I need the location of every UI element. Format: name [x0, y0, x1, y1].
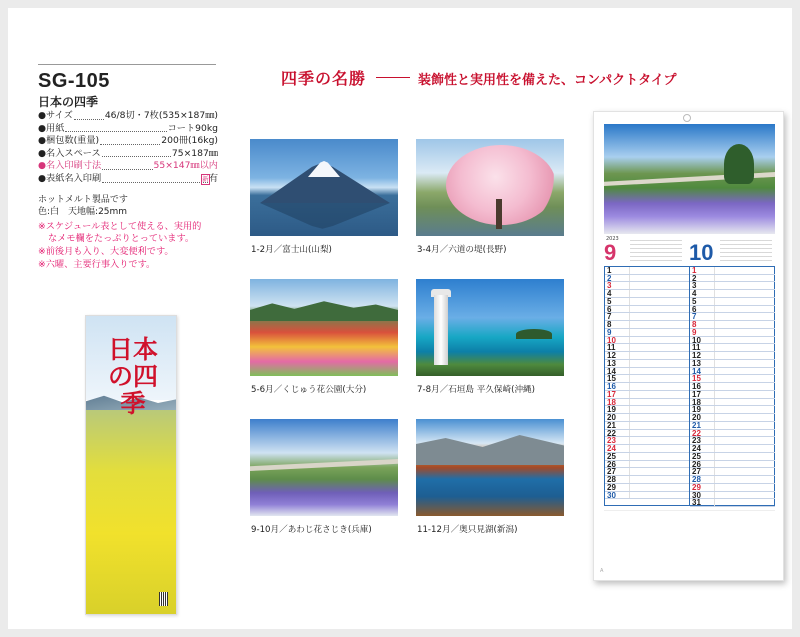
leader-dots: [102, 148, 171, 158]
day-number: 19: [692, 405, 701, 415]
calendar-day: [605, 360, 689, 368]
cover-rapeseed-field: [86, 410, 176, 615]
memo-line: [629, 453, 630, 460]
calendar-day: [605, 321, 689, 329]
day-number: 24: [692, 444, 701, 454]
calendar-day: [690, 391, 775, 399]
day-number: 17: [692, 389, 701, 399]
calendar-day: [605, 344, 689, 352]
memo-line: [629, 430, 630, 437]
top-divider: [38, 64, 216, 65]
calendar-day: [605, 422, 689, 430]
leader-dots: [74, 110, 104, 120]
memo-line: [714, 360, 715, 367]
memo-line: [714, 468, 715, 475]
calendar-header: [604, 236, 775, 266]
day-number: 20: [692, 413, 701, 423]
memo-line: [714, 306, 715, 313]
memo-line: [629, 344, 630, 351]
day-number: 8: [692, 320, 697, 330]
day-number: 16: [692, 382, 701, 392]
photo-lake-autumn: [416, 419, 564, 516]
spec-row: [38, 148, 218, 161]
calendar-day: [690, 337, 775, 345]
hill-shape: [250, 299, 398, 321]
spec-value: 55×147㎜以内: [153, 160, 218, 172]
day-number: 11: [607, 343, 616, 353]
memo-line: [714, 275, 715, 282]
memo-line: [629, 383, 630, 390]
day-number: 13: [607, 358, 616, 368]
day-number: 18: [607, 397, 616, 407]
spec-row: [38, 135, 218, 148]
memo-line: [629, 337, 630, 344]
photo-caption: 11-12月／奥只見湖(新潟): [417, 525, 518, 535]
calendar-day: [690, 275, 775, 283]
calendar-day: [690, 445, 775, 453]
memo-line: [629, 368, 630, 375]
day-number: 12: [607, 351, 616, 361]
memo-line: [629, 406, 630, 413]
photo-cherry-blossom: [416, 139, 564, 236]
memo-line: [714, 445, 715, 452]
memo-line: [629, 391, 630, 398]
notes: [38, 194, 218, 219]
month-column-right: [690, 266, 775, 508]
day-number: 4: [692, 289, 697, 299]
calendar-day: [605, 453, 689, 461]
page-heading: [281, 66, 676, 89]
memo-line: [714, 453, 715, 460]
page-mark: A: [600, 568, 604, 574]
memo-line: [629, 275, 630, 282]
calendar-day: [605, 275, 689, 283]
day-number: 26: [607, 459, 616, 469]
day-number: 22: [692, 428, 701, 438]
day-number: 17: [607, 389, 616, 399]
calendar-day: [690, 476, 775, 484]
mountain-shape: [416, 435, 564, 465]
day-number: 1: [692, 266, 697, 275]
day-number: 14: [607, 366, 616, 376]
calendar-day: [605, 445, 689, 453]
day-number: 22: [607, 428, 616, 438]
spec-value: コート90kg: [167, 122, 218, 134]
feature-list: [38, 221, 218, 272]
calendar-day: [690, 484, 775, 492]
memo-line: [714, 383, 715, 390]
day-number: 5: [607, 296, 612, 306]
spec-label: ●名入印刷寸法: [38, 160, 102, 172]
calendar-day: [605, 461, 689, 469]
day-number: 14: [692, 366, 701, 376]
day-number: 9: [692, 327, 697, 337]
memo-line: [629, 352, 630, 359]
spec-value: 46/8切・7枚(535×187㎜): [104, 110, 218, 121]
memo-line: [714, 267, 715, 274]
spec-label: ●梱包数(重量): [38, 135, 100, 147]
color-note: 色:白 天地幅:25mm: [38, 207, 128, 218]
day-number: 16: [607, 382, 616, 392]
memo-line: [629, 375, 630, 382]
day-number: 4: [607, 289, 612, 299]
feature-item: ※六曜、主要行事入りです。: [38, 258, 156, 270]
feature-item: ※スケジュール表として使える、実用的: [38, 220, 202, 232]
day-number: 29: [692, 482, 701, 492]
memo-line: [629, 399, 630, 406]
memo-line: [629, 306, 630, 313]
calendar-day: [690, 313, 775, 321]
day-number: 13: [692, 358, 701, 368]
month-left: 9: [604, 240, 617, 265]
memo-line: [629, 267, 630, 274]
day-number: 2: [692, 273, 697, 283]
memo-line: [629, 360, 630, 367]
cover-title: 日本の四季: [108, 335, 159, 418]
heading-subtitle: 装飾性と実用性を備えた、コンパクトタイプ: [418, 73, 677, 88]
calendar-day: [605, 329, 689, 337]
calendar-day: [690, 437, 775, 445]
calendar-day: [690, 344, 775, 352]
day-number: 11: [692, 343, 701, 353]
calendar-day: [690, 368, 775, 376]
memo-line: [629, 313, 630, 320]
feature-item: なメモ欄をたっぷりとっています。: [48, 233, 195, 245]
memo-line: [629, 445, 630, 452]
day-number: 23: [607, 436, 616, 446]
memo-line: [629, 437, 630, 444]
day-number: 28: [607, 475, 616, 485]
leader-dots: [102, 160, 152, 170]
catalog-page: [8, 8, 792, 629]
day-number: 25: [607, 451, 616, 461]
day-number: 26: [692, 459, 701, 469]
day-number: 8: [607, 320, 612, 330]
day-number: 15: [607, 374, 616, 384]
memo-line: [629, 476, 630, 483]
calendar-day: [690, 492, 775, 500]
day-number: 23: [692, 436, 701, 446]
calendar-day: [690, 406, 775, 414]
calendar-day: [605, 298, 689, 306]
spec-column: [38, 68, 218, 272]
calendar-day: [605, 352, 689, 360]
day-number: 15: [692, 374, 701, 384]
memo-line: [714, 476, 715, 483]
day-number: 31: [692, 498, 701, 508]
calendar-day: [605, 383, 689, 391]
path-shape: [250, 459, 398, 471]
day-number: 28: [692, 475, 701, 485]
spec-value: 200冊(16kg): [161, 135, 218, 147]
calendar-day: [605, 306, 689, 314]
calendar-day: [690, 306, 775, 314]
memo-line: [629, 282, 630, 289]
memo-line: [714, 391, 715, 398]
calendar-footer: [604, 510, 775, 576]
new-badge: 新: [202, 175, 209, 183]
memo-line: [714, 461, 715, 468]
spec-label: ●名入スペース: [38, 147, 101, 159]
memo-line: [714, 406, 715, 413]
memo-line: [714, 422, 715, 429]
calendar-photo: [604, 124, 775, 234]
memo-line: [714, 313, 715, 320]
memo-line: [714, 352, 715, 359]
day-number: 10: [692, 335, 701, 345]
lighthouse-shape: [434, 295, 448, 365]
calendar-day: [605, 368, 689, 376]
spec-value: 有: [208, 172, 218, 184]
memo-line: [629, 484, 630, 491]
memo-line: [629, 414, 630, 421]
memo-line: [714, 399, 715, 406]
spec-label: ●表紙名入印刷: [38, 172, 102, 184]
memo-line: [629, 290, 630, 297]
day-number: 25: [692, 451, 701, 461]
day-number: 18: [692, 397, 701, 407]
feature-item: ※前後月も入り、大変便利です。: [38, 246, 174, 258]
month-right: 10: [689, 240, 714, 265]
heading-title: 四季の名勝: [281, 69, 367, 88]
calendar-preview: [593, 111, 784, 581]
cover-thumbnail: [85, 315, 177, 615]
calendar-day: [690, 499, 775, 507]
product-name: 日本の四季: [38, 95, 99, 109]
day-number: 21: [692, 420, 701, 430]
hanging-hole-icon: [683, 114, 691, 122]
calendar-day: [605, 492, 689, 500]
memo-line: [629, 461, 630, 468]
spec-label: ●サイズ: [38, 110, 73, 121]
calendar-day: [690, 352, 775, 360]
day-number: 3: [692, 281, 697, 291]
photo-caption: 3-4月／六道の堤(長野): [417, 245, 507, 255]
spec-row: [38, 173, 218, 186]
calendar-day: [605, 375, 689, 383]
calendar-day: [605, 476, 689, 484]
calendar-day: [690, 422, 775, 430]
day-number: 30: [607, 490, 616, 500]
calendar-day: [690, 399, 775, 407]
day-number: 10: [607, 335, 616, 345]
day-number: 9: [607, 327, 612, 337]
day-number: 5: [692, 296, 697, 306]
day-number: 12: [692, 351, 701, 361]
calendar-grid: [604, 266, 775, 506]
day-number: 2: [607, 273, 612, 283]
photo-fuji: [250, 139, 398, 236]
day-number: 19: [607, 405, 616, 415]
memo-line: [714, 430, 715, 437]
calendar-day: [690, 321, 775, 329]
calendar-day: [690, 267, 775, 275]
leader-dots: [65, 123, 166, 133]
day-number: 3: [607, 281, 612, 291]
memo-line: [629, 492, 630, 499]
calendar-day: [605, 337, 689, 345]
calendar-day: [605, 313, 689, 321]
calendar-day: [605, 267, 689, 275]
photo-caption: 9-10月／あわじ花さじき(兵庫): [251, 525, 372, 535]
spec-label: ●用紙: [38, 122, 65, 134]
day-number: 7: [692, 312, 697, 322]
month-column-left: [605, 267, 690, 505]
heading-dash: [376, 77, 410, 78]
memo-line: [714, 368, 715, 375]
memo-line: [714, 290, 715, 297]
memo-line: [714, 484, 715, 491]
spec-list: [38, 110, 218, 186]
calendar-day: [690, 383, 775, 391]
binding-note: ホットメルト製品です: [38, 194, 128, 205]
calendar-day: [690, 414, 775, 422]
trunk-shape: [496, 199, 502, 229]
product-code: SG-105: [38, 70, 110, 92]
island-shape: [516, 329, 552, 339]
memo-line: [714, 414, 715, 421]
calendar-day: [690, 290, 775, 298]
calendar-day: [605, 437, 689, 445]
mini-calendar: [630, 238, 682, 264]
photo-flower-field: [250, 419, 398, 516]
memo-line: [714, 337, 715, 344]
calendar-day: [605, 414, 689, 422]
memo-line: [714, 437, 715, 444]
spec-row: [38, 160, 218, 173]
photo-caption: 1-2月／富士山(山梨): [251, 245, 332, 255]
calendar-day: [605, 406, 689, 414]
photo-caption: 5-6月／くじゅう花公園(大分): [251, 385, 367, 395]
day-number: 6: [607, 304, 612, 314]
memo-line: [714, 282, 715, 289]
day-number: 30: [692, 490, 701, 500]
calendar-day: [690, 468, 775, 476]
memo-line: [629, 468, 630, 475]
spec-value: 75×187㎜: [171, 147, 218, 159]
calendar-day: [690, 453, 775, 461]
day-number: 27: [692, 467, 701, 477]
spec-row: [38, 123, 218, 136]
calendar-year: 2023: [606, 236, 619, 242]
calendar-day: [605, 484, 689, 492]
memo-line: [714, 329, 715, 336]
day-number: 6: [692, 304, 697, 314]
calendar-day: [690, 298, 775, 306]
photo-flower-park: [250, 279, 398, 376]
day-number: 1: [607, 266, 612, 275]
day-number: 20: [607, 413, 616, 423]
memo-line: [714, 492, 715, 499]
memo-line: [714, 375, 715, 382]
memo-line: [714, 298, 715, 305]
day-number: 29: [607, 482, 616, 492]
leader-dots: [102, 173, 208, 183]
mini-calendar: [720, 238, 772, 264]
calendar-day: [690, 282, 775, 290]
memo-line: [629, 298, 630, 305]
photo-lighthouse: [416, 279, 564, 376]
memo-line: [714, 499, 715, 506]
calendar-day: [605, 391, 689, 399]
calendar-day: [605, 468, 689, 476]
calendar-day: [605, 290, 689, 298]
calendar-day: [605, 399, 689, 407]
memo-line: [714, 344, 715, 351]
barcode-icon: [159, 592, 168, 606]
calendar-day: [605, 430, 689, 438]
reflection-shape: [260, 203, 390, 231]
memo-line: [629, 329, 630, 336]
leader-dots: [100, 135, 160, 145]
day-number: 7: [607, 312, 612, 322]
memo-line: [629, 422, 630, 429]
day-number: 27: [607, 467, 616, 477]
day-number: 24: [607, 444, 616, 454]
spec-row: [38, 110, 218, 123]
calendar-day: [690, 461, 775, 469]
day-number: 21: [607, 420, 616, 430]
calendar-day: [690, 360, 775, 368]
memo-line: [629, 321, 630, 328]
calendar-day: [605, 282, 689, 290]
calendar-day: [690, 430, 775, 438]
memo-line: [714, 321, 715, 328]
calendar-day: [690, 375, 775, 383]
tree-shape: [724, 144, 754, 184]
calendar-day: [690, 329, 775, 337]
photo-caption: 7-8月／石垣島 平久保崎(沖縄): [417, 385, 536, 395]
